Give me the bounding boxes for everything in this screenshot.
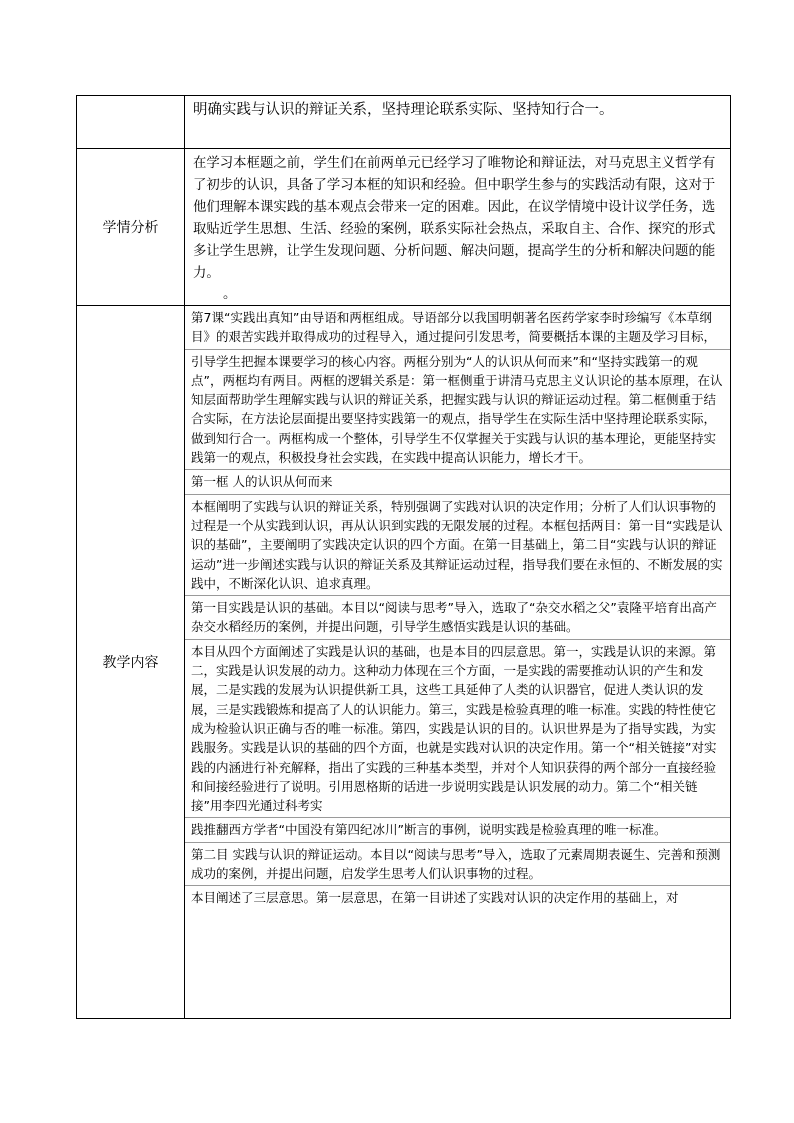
content-heading: 第一框 人的认识从何而来	[185, 470, 730, 494]
students-cell	[185, 149, 731, 306]
content-paragraph: 第7课“实践出真知”由导语和两框组成。导语部分以我国明朝著名医药学家李时珍编写《本草纲目》的艰苦实践并取得成功的过程导入，通过提问引发思考，简要概括本课的主题及学习目标，	[185, 306, 730, 350]
content-paragraph: 本目从四个方面阐述了实践是认识的基础，也是本目的四层意思。第一，实践是认识的来源。第二，实践是认识发展的动力。这种动力体现在三个方面，一是实践的需要推动认识的产生和发展，二是实践的发展为认识提供新工具，这些工具延伸了人类的认识器官，促进人类认识的发展，三是实践锻炼和提高了人的认识能力。第三，实践是检验真理的唯一标准。实践的特性使它成为检验认识正确与否的唯一标准。第四，实践是认识的目的。认识世界是为了指导实践，为实践服务。实践是认识的基础的四个方面，也就是实践对认识的决定作用。第一个“相关链接”对实践的内涵进行补充解释，指出了实践的三种基本类型，并对个人知识获得的两个部分一直接经验和间接经验进行了说明。引用恩格斯的话进一步说明实践是认识发展的动力。第二个“相关链接”用李四光通过科考实	[185, 640, 730, 819]
lesson-plan-table	[76, 95, 731, 1019]
content-paragraph: 本框阐明了实践与认识的辩证关系，特别强调了实践对认识的决定作用；分析了人们认识事物的过程是一个从实践到认识，再从认识到实践的无限发展的过程。本框包括两目：第一目“实践是认识的基础”，主要阐明了实践决定认识的四个方面。在第一目基础上，第二目“实践与认识的辩证运动”进一步阐述实践与认识的辩证关系及其辩证运动过程，指导我们要在永恒的、不断发展的实践中，不断深化认识、追求真理。	[185, 495, 730, 596]
row-label-content: 教学内容	[77, 306, 185, 1019]
content-paragraph: 引导学生把握本课要学习的核心内容。两框分别为“人的认识从何而来”和“坚持实践第一的观点”，两框均有两目。两框的逻辑关系是：第一框侧重于讲清马克思主义认识论的基本原理，在认知层面帮助学生理解实践与认识的辩证关系，把握实践与认识的辩证运动过程。第二框侧重于结合实际，在方法论层面提出要坚持实践第一的观点，指导学生在实际生活中坚持理论联系实际，做到知行合一。两框构成一个整体，引导学生不仅掌握关于实践与认识的基本理论，更能坚持实践第一的观点，积极投身社会实践，在实践中提高认识能力，增长才干。	[185, 350, 730, 471]
goal-cell	[185, 96, 731, 149]
content-paragraph: 第一目实践是认识的基础。本目以“阅读与思考”导入，选取了“杂交水稻之父”袁隆平培育出高产杂交水稻经历的案例，并提出问题，引导学生感悟实践是认识的基础。	[185, 596, 730, 640]
table-row-goal	[77, 96, 731, 149]
table-row-content	[77, 306, 731, 1019]
row-label-empty	[77, 96, 185, 149]
content-paragraph: 第二目 实践与认识的辩证运动。本目以“阅读与思考”导入，选取了元素周期表诞生、完善和预测成功的案例，并提出问题，启发学生思考人们认识事物的过程。	[185, 843, 730, 887]
row-label-students: 学情分析	[77, 149, 185, 306]
students-trailing-mark: 。	[223, 287, 237, 302]
content-paragraph: 践推翻西方学者“中国没有第四纪冰川”断言的事例，说明实践是检验真理的唯一标准。	[185, 818, 730, 842]
goal-text: 明确实践与认识的辩证关系，坚持理论联系实际、坚持知行合一。	[193, 102, 614, 118]
students-text: 在学习本框题之前，学生们在前两单元已经学习了唯物论和辩证法，对马克思主义哲学有了初步的认识，具备了学习本框的知识和经验。但中职学生参与的实践活动有限，这对于他们理解本课实践的基本观点会带来一定的困难。因此，在议学情境中设计议学任务，选取贴近学生思想、生活、经验的案例，联系实际社会热点，采取自主、合作、探究的形式多让学生思辨，让学生发现问题、分析问题、解决问题，提高学生的分析和解决问题的能力。	[193, 156, 716, 281]
content-paragraph: 本目阐述了三层意思。第一层意思，在第一目讲述了实践对认识的决定作用的基础上，对	[191, 890, 679, 906]
content-cell	[185, 306, 731, 1019]
table-row-students	[77, 149, 731, 306]
